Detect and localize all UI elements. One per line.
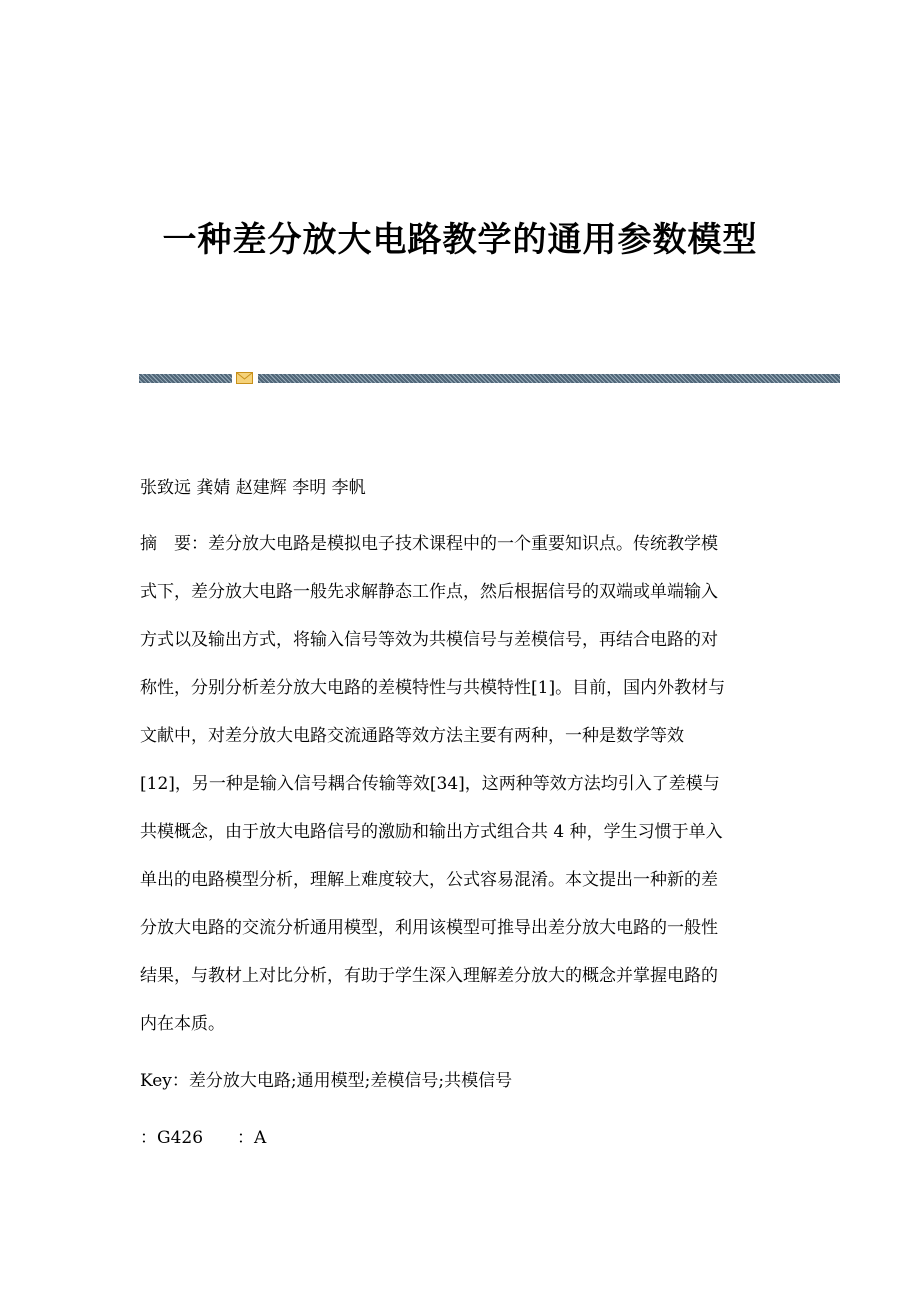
abstract-line-7: 共模概念，由于放大电路信号的激励和输出方式组合共 4 种，学生习惯于单入 xyxy=(140,822,723,842)
page-title: 一种差分放大电路教学的通用参数模型 xyxy=(162,220,758,260)
title-divider-right xyxy=(258,374,840,383)
abstract-line-6: [12]，另一种是输入信号耦合传输等效[34]，这两种等效方法均引入了差模与 xyxy=(140,774,720,794)
envelope-ornament-icon xyxy=(236,372,253,384)
authors: 张致远 龚婧 赵建辉 李明 李帆 xyxy=(140,478,366,498)
abstract-label: 摘 要： xyxy=(140,534,208,554)
keywords: Key：差分放大电路;通用模型;差模信号;共模信号 xyxy=(140,1071,513,1091)
abstract-line-9: 分放大电路的交流分析通用模型，利用该模型可推导出差分放大电路的一般性 xyxy=(140,918,718,938)
abstract-line-10: 结果，与教材上对比分析，有助于学生深入理解差分放大的概念并掌握电路的 xyxy=(140,966,718,986)
title-divider-left xyxy=(139,374,232,383)
abstract-line-4: 称性，分别分析差分放大电路的差模特性与共模特性[1]。目前，国内外教材与 xyxy=(140,678,726,698)
abstract-line-3: 方式以及输出方式，将输入信号等效为共模信号与差模信号，再结合电路的对 xyxy=(140,630,718,650)
abstract-line-1: 摘 要：差分放大电路是模拟电子技术课程中的一个重要知识点。传统教学模 xyxy=(140,534,718,554)
abstract-line-5: 文献中，对差分放大电路交流通路等效方法主要有两种，一种是数学等效 xyxy=(140,726,684,746)
abstract-line-2: 式下，差分放大电路一般先求解静态工作点，然后根据信号的双端或单端输入 xyxy=(140,582,718,602)
classification-codes: ：G426 ：A xyxy=(140,1128,267,1148)
abstract-line-8: 单出的电路模型分析，理解上难度较大，公式容易混淆。本文提出一种新的差 xyxy=(140,870,718,890)
abstract-line-11: 内在本质。 xyxy=(140,1014,225,1034)
